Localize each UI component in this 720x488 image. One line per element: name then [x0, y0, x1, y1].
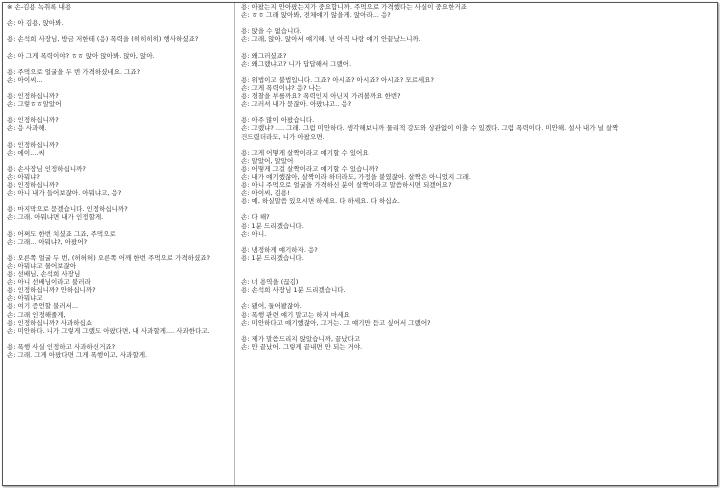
transcript-line: 용: 손석희 사장님, 방금 저한테 (응) 폭력을 (히히히히) 행사하셨죠?	[7, 35, 199, 44]
blank-line	[241, 68, 711, 76]
blank-line	[7, 197, 231, 205]
transcript-line: 손: 미안하다고 얘기했잖아, 그거는. 그 얘기만 듣고 싶어서 그랬어?	[241, 318, 431, 327]
transcript-page	[2, 2, 718, 486]
blank-line	[241, 327, 711, 335]
transcript-line: 용: 손석희 사장님 1분 드리겠습니다.	[241, 286, 346, 295]
transcript-line: ※ 손-김용 녹취록 내용	[7, 3, 72, 11]
blank-line	[7, 108, 231, 116]
transcript-line: 손: 아뭐냐고 물어보잖아	[7, 262, 77, 270]
transcript-line: 용: 1분 드리겠습니다.	[241, 221, 304, 230]
blank-line	[7, 84, 231, 92]
transcript-line: 용: 주먹으로 얼굴을 두 번 가격하셨네요. 그죠?	[7, 67, 141, 76]
transcript-line: 손: 아뭐냐고	[7, 294, 43, 303]
transcript-line: 용: 인정하십니까?	[7, 92, 59, 101]
transcript-line: 손: 안 끝났어. 그렇게 끝내면 안 되는 거야.	[241, 342, 363, 351]
transcript-line: 용: 아니 주먹으로 얼굴을 가격하신 분이 살짝이라고 말씀하시면 되겠어요?	[241, 181, 452, 190]
blank-line	[7, 246, 231, 254]
transcript-line: 손: 알았어, 알았어	[241, 156, 294, 165]
transcript-line: 손: 아 그게 폭력이야? ㅎㅎ 앉아 앉아봐. 앉아, 앉아.	[7, 51, 155, 60]
transcript-line: 용: 선배님, 손석희 사장님	[7, 270, 81, 279]
transcript-line: 용: 인정하십니까? 안하십니까?	[7, 286, 96, 295]
transcript-line: 손: 아이씨, 김용!	[241, 189, 290, 198]
blank-line	[241, 262, 711, 270]
transcript-line: 용: 냉정하게 얘기하자. 응?	[241, 245, 318, 254]
transcript-line: 손: 다 해?	[241, 213, 270, 222]
blank-line	[241, 294, 711, 302]
blank-line	[241, 270, 711, 278]
blank-line	[7, 222, 231, 230]
transcript-line: 용: 1분 드리겠습니다.	[241, 253, 304, 262]
transcript-left-column	[7, 3, 231, 359]
transcript-line: 손: 그래... 아뭐냐?, 아팠어?	[7, 237, 88, 246]
transcript-right-column	[241, 3, 711, 351]
transcript-line: 손: 그랬냐? .... 그래. 그럼 미안하다. 생각해보니까 물리적 강도와 상관없이 이출 수 있겠다. 그럼 폭력이다. 미안해. 설사 내가 널 살짝	[241, 124, 619, 133]
transcript-line: 용: 인정하십니까?	[7, 140, 59, 149]
transcript-line: 손: 됐어, 둘어봤잖아.	[241, 302, 302, 311]
transcript-line: 손: 아 김용, 앉아봐.	[7, 19, 64, 28]
transcript-line: 손: 아니 내가 들어보잖아. 아뭐냐고, 응?	[7, 189, 122, 198]
blank-line	[241, 205, 711, 213]
transcript-line: 용: 손사장님 인정하십니까?	[7, 164, 86, 173]
transcript-line: 손: 그래. 아뭐냐면 내가 인정할게.	[7, 213, 104, 222]
transcript-line: 손: 응 사과해.	[7, 124, 47, 133]
blank-line	[241, 141, 711, 149]
transcript-line: 용: 폭행 관련 얘기 말고는 하지 마세요	[241, 310, 350, 319]
transcript-line: 용: 인정하십니까? 사과하십쇼	[7, 318, 93, 327]
transcript-line: 용: 위법이고 불법입니다. 그죠? 아시죠? 아시죠? 아시죠? 모르세요?	[241, 75, 434, 84]
transcript-line: 용: 폭행 사실 인정하고 사과하신거죠?	[7, 342, 116, 351]
transcript-line: 용: 예, 하실말씀 있으시면 하세요. 다 하세요. 다 하십쇼.	[241, 197, 400, 206]
transcript-line: 용: 어떻게 그걸 살짝이라고 얘기할 수 있습니까?	[241, 164, 379, 173]
transcript-line: 손: 아이씨...	[7, 75, 43, 84]
transcript-line: 손: 아니 선배님이라고 불러라	[7, 278, 91, 287]
transcript-line: 손: 아뭐냐?	[7, 172, 40, 181]
transcript-line: 용: 경찰을 부를까요? 폭력인지 아닌지 가려볼까요 한번?	[241, 92, 401, 101]
transcript-line: 손: 그래, 앉아. 앉아서 얘기해. 넌 아직 나랑 얘기 안끝났느니까.	[241, 35, 421, 44]
transcript-line: 용: 인정하십니까?	[7, 181, 59, 190]
transcript-line: 손: 그래 인정해줄게,	[7, 310, 66, 319]
blank-line	[7, 60, 231, 68]
blank-line	[7, 335, 231, 343]
transcript-line: 용: 왜그러셨죠?	[241, 51, 287, 60]
blank-line	[241, 19, 711, 27]
transcript-line: 손: 그렇ㅎㅎ알았어	[7, 100, 62, 109]
blank-line	[241, 108, 711, 116]
transcript-line: 손: 미안하다. 니가 그렇게 그랬도 아팠다면, 내 사과할게.... 사과한다고.	[7, 326, 210, 335]
transcript-line: 손: 그래. 그게 아팠다면 그게 폭행이고, 사과할게.	[7, 351, 148, 360]
transcript-line: 손: 왜그랬냐고? 니가 답답해서 그랬어.	[241, 59, 352, 68]
transcript-line: 손: 그러셔 내가 묻잖아. 아팠냐고.. 응?	[241, 100, 352, 109]
transcript-line: 용: 제가 말씀드리지 않았습니까, 끝났다고	[241, 334, 361, 343]
transcript-line: 손: 그게 폭력이냐? 응? 나는	[241, 83, 322, 92]
transcript-line: 용: 어쩌도 한번 치셨죠 그죠, 주먹으로	[7, 229, 116, 238]
transcript-line: 손: 에이....씨	[7, 148, 45, 157]
blank-line	[7, 133, 231, 141]
transcript-line: 손: ㅎㅎ 그래 앉아봐, 전체얘기 않을게. 앉아라... 응?	[241, 11, 391, 20]
transcript-line: 용: 오른쪽 얼굴 두 번, (허허허) 오른쪽 어깨 한번 주먹으로 가격하셨죠?	[7, 253, 210, 262]
blank-line	[241, 43, 711, 51]
transcript-line: 손: 내가 얘기했잖아, 살짝이라 하더라도, 가정을 붙였잖아. 살짝은 아니었지 그래.	[241, 172, 471, 181]
blank-line	[7, 27, 231, 35]
transcript-line: 손: 너 용역을 (끊김)	[241, 278, 299, 287]
transcript-line: 용: 그게 어떻게 살짝이라고 얘기할 수 있어요	[241, 148, 369, 157]
blank-line	[7, 43, 231, 51]
transcript-line: 손: 아니.	[241, 229, 267, 238]
blank-line	[7, 157, 231, 165]
transcript-line: 용: 인정하십니까?	[7, 116, 59, 125]
transcript-line: 건드렸더라도, 니가 아팠으면.	[241, 132, 325, 141]
blank-line	[241, 238, 711, 246]
column-divider	[234, 3, 235, 485]
transcript-line: 용: 아주 많이 아팠습니다.	[241, 116, 315, 125]
transcript-line: 용: 앉을 수 없습니다.	[241, 27, 302, 36]
transcript-line: 용: 여기 증언할 불러서...	[7, 302, 79, 311]
blank-line	[7, 11, 231, 19]
transcript-line: 용: 마지막으로 묻겠습니다. 인정하십니까?	[7, 205, 128, 214]
transcript-line: 용: 아팠는지 안아팠는지가 중요합니까. 주먹으로 가격했다는 사실이 중요한거죠	[241, 3, 467, 11]
